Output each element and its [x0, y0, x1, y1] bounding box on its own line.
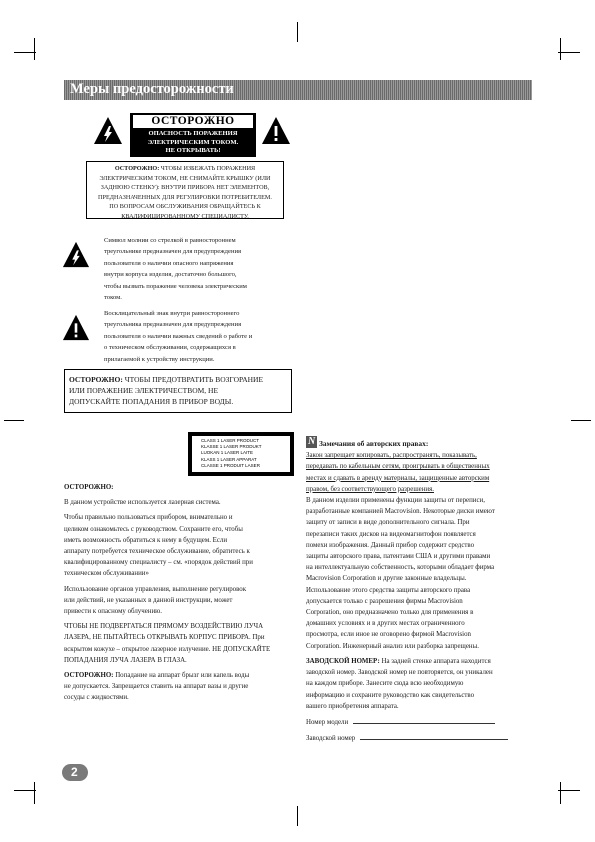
copyright-body-line: перезаписи таких дисков на видеомагнитофон появляется [306, 530, 476, 538]
description-line: Символ молнии со стрелкой в равностороннем [104, 237, 236, 244]
paragraph-line: техническом обслуживании» [64, 570, 149, 578]
laser-class-label [188, 432, 294, 476]
laser-caution-heading: ОСТОРОЖНО: [64, 484, 114, 491]
copyright-body-line: Macrovision Corporation и другие законные владельцы. [306, 575, 467, 583]
paragraph-line: Чтобы правильно пользоваться прибором, внимательно и [64, 514, 233, 522]
paragraph-line: сосуды с жидкостями. [64, 694, 129, 702]
crop-mark [4, 420, 24, 421]
description-line: о техническом обслуживании, содержащихся в [104, 344, 236, 352]
crop-mark [14, 52, 36, 53]
description-line: треугольнике предназначен для предупреждения [104, 248, 242, 256]
description-line: прилагаемой к устройству инструкции. [104, 355, 215, 363]
copyright-notice-line: местах и сдавать в аренду материалы, защищенные авторским [306, 474, 490, 482]
model-number-label: Номер модели [306, 719, 349, 727]
laser-caution-paragraph [64, 621, 296, 666]
paragraph-line: ЛАЗЕРА, НЕ ПЫТАЙТЕСЬ ОТКРЫВАТЬ КОРПУС ПРИБОРА. При [64, 634, 265, 642]
crop-mark [14, 790, 36, 791]
copyright-section [306, 438, 536, 652]
laser-label-line: KLASS 1 LASER APPARAT [201, 456, 257, 462]
laser-caution-paragraph [64, 584, 296, 618]
fire-warning-text: ЧТОБЫ ПРЕДОТВРАТИТЬ ВОЗГОРАНИЕ [122, 375, 264, 384]
copyright-body-line: допускается только с разрешения фирмы Macrovision [306, 597, 463, 605]
serial-number-field[interactable] [360, 732, 508, 740]
service-warning-line: ПРЕДНАЗНАЧЕННЫХ ДЛЯ РЕГУЛИРОВКИ ПОТРЕБИТЕЛЕМ. [98, 193, 272, 201]
page-title: Меры предосторожности [70, 81, 234, 97]
fire-warning-line: ИЛИ ПОРАЖЕНИЕ ЭЛЕКТРИЧЕСТВОМ, НЕ [69, 386, 219, 395]
paragraph-line: аппарату потребуется техническое обслуживание, обратитесь к [64, 548, 250, 556]
model-number-row [306, 716, 538, 728]
serial-line: заводской номер. Заводской номер не повторяется, он уникален [306, 669, 493, 677]
copyright-body-line: Corporation, оно предназначено только для применения в [306, 609, 474, 617]
paragraph-line: привести к опасному облучению. [64, 608, 163, 616]
description-line: треугольника предназначен для предупреждения [104, 321, 242, 329]
page-title-bar [64, 80, 532, 100]
laser-caution-paragraph [64, 512, 296, 579]
laser-label-line: LUOKAN 1 LASER LAITE [201, 450, 254, 456]
crop-mark [297, 806, 298, 826]
laser-caution-paragraph: В данном устройстве используется лазерная система. [64, 499, 221, 507]
crop-mark [571, 420, 591, 421]
caution-banner [130, 113, 256, 157]
laser-label-line: KLASSE 1 LASER PRODUKT [201, 444, 262, 450]
serial-number-section [306, 656, 538, 744]
service-warning-line: КВАЛИФИЦИРОВАННОМУ СПЕЦИАЛИСТУ. [121, 212, 249, 220]
paragraph-line: не допускается. Запрещается ставить на аппарат вазы и другие [64, 683, 249, 691]
serial-line [306, 656, 538, 667]
model-number-field[interactable] [353, 716, 495, 724]
paragraph-line: вскрытом кожухе – открытое лазерное излучение. НЕ ДОПУСКАЙТЕ [64, 645, 271, 653]
copyright-body-line: разработанные компанией Macrovision. Некоторые диски имеют [306, 508, 495, 516]
service-warning-line: ЗАДНЮЮ СТЕНКУ): ВНУТРИ ПРИБОРА НЕТ ЭЛЕМЕНТОВ, [100, 184, 270, 192]
fire-warning-box [64, 369, 292, 413]
serial-text: На задней стенке аппарата находится [379, 658, 491, 665]
copyright-body-line: домашних условиях и в других местах ограниченного [306, 620, 465, 628]
laser-class-label-text [192, 436, 290, 472]
serial-number-label: Заводской номер [306, 735, 356, 743]
crop-mark [34, 782, 35, 804]
description-line: Восклицательный знак внутри равностороннего [104, 310, 240, 317]
serial-label: ЗАВОДСКОЙ НОМЕР: [306, 658, 380, 665]
laser-label-line: CLASSE 1 PRODUIT LASER [201, 462, 260, 468]
service-warning-line: ПО ВОПРОСАМ ОБСЛУЖИВАНИЯ ОБРАЩАЙТЕСЬ К [109, 203, 261, 211]
exclamation-warning-icon [261, 116, 291, 146]
serial-number-row [306, 732, 538, 744]
water-caution-text: Попадание на аппарат брызг или капель воды [113, 672, 250, 680]
paragraph-line: целиком ознакомьтесь с руководством. Сохраните его, чтобы [64, 525, 243, 533]
copyright-body-line: помехи изображения. Данный прибор содержит средство [306, 541, 475, 549]
description-line: током. [104, 294, 122, 302]
page-number-badge [62, 764, 88, 781]
serial-line: вашего приобретения аппарата. [306, 702, 399, 710]
copyright-body-line: Использование этого средства защиты авторского права [306, 586, 471, 594]
copyright-body-line: на интеллектуальную собственность, которыми обладает фирма [306, 564, 495, 572]
paragraph-line: иметь возможность обратиться к нему в будущем. Если [64, 536, 228, 544]
copyright-body-line: защиту от записи в виде дополнительного сигнала. При [306, 519, 470, 527]
water-caution-label: ОСТОРОЖНО: [64, 672, 114, 680]
crop-mark [558, 52, 580, 53]
paragraph-line [64, 670, 296, 681]
copyright-icon-letter: N [308, 436, 316, 447]
copyright-heading: Замечания об авторских правах: [319, 439, 429, 448]
laser-caution-section [64, 482, 296, 704]
caution-subline: ЭЛЕКТРИЧЕСКИМ ТОКОМ. [147, 138, 239, 146]
page-number: 2 [71, 765, 78, 779]
caution-subline: ОПАСНОСТЬ ПОРАЖЕНИЯ [148, 130, 238, 137]
paragraph-line: ЧТОБЫ НЕ ПОДВЕРГАТЬСЯ ПРЯМОМУ ВОЗДЕЙСТВИЮ ЛУЧА [64, 623, 264, 631]
description-line: внутри корпуса изделия, достаточно большого, [104, 271, 237, 279]
crop-mark [560, 38, 561, 60]
copyright-body-line: защиты авторского права, патентами США и другими правами [306, 553, 491, 561]
laser-label-line: CLASS 1 LASER PRODUCT [201, 438, 260, 443]
crop-mark [558, 790, 580, 791]
caution-subline: НЕ ОТКРЫВАТЬ! [165, 147, 221, 155]
laser-caution-paragraph [64, 670, 296, 704]
lightning-symbol-description [104, 235, 294, 303]
paragraph-line: ПОПАДАНИЯ ЛУЧА ЛАЗЕРА В ГЛАЗА. [64, 656, 187, 664]
copyright-notice-line: Закон запрещает копировать, распространять, показывать, [306, 452, 477, 460]
service-warning-text: ЧТОБЫ ИЗБЕЖАТЬ ПОРАЖЕНИЯ [159, 165, 256, 172]
serial-line: информацию и сохраните руководство как свидетельство [306, 691, 475, 699]
service-warning-box [86, 161, 284, 219]
service-warning-line [87, 164, 283, 174]
exclamation-symbol-description [104, 308, 296, 365]
fire-warning-line: ДОПУСКАЙТЕ ПОПАДАНИЯ В ПРИБОР ВОДЫ. [69, 397, 234, 406]
copyright-notice-line: передавать по кабельным сетям, проигрывать в общественных [306, 463, 490, 471]
copyright-body-line: В данном изделии применены функции защиты от переписи, [306, 497, 485, 505]
service-warning-line: ЭЛЕКТРИЧЕСКИМ ТОКОМ, НЕ СНИМАЙТЕ КРЫШКУ (ИЛИ [99, 174, 271, 182]
fire-warning-line [69, 374, 287, 385]
crop-mark [297, 22, 298, 42]
lightning-warning-icon [62, 241, 90, 269]
service-warning-label: ОСТОРОЖНО: [114, 165, 160, 172]
description-line: пользователя о наличии опасного напряжения [104, 259, 234, 267]
paragraph-line: квалифицированному специалисту – см. «порядок действий при [64, 559, 253, 567]
paragraph-line: или действий, не указанных в данной инструкции, может [64, 596, 233, 604]
paragraph-line: Использование органов управления, выполнение регулировок [64, 585, 247, 593]
copyright-body-line: Corporation. Инженерный анализ или разборка запрещены. [306, 642, 479, 650]
fire-warning-label: ОСТОРОЖНО: [69, 375, 123, 384]
crop-mark [34, 38, 35, 60]
description-line: пользователя о наличии важных сведений о работе и [104, 332, 253, 340]
crop-mark [560, 782, 561, 804]
description-line: чтобы вызвать поражение человека электрическим [104, 282, 247, 290]
exclamation-warning-icon [62, 314, 90, 342]
serial-line: на каждом приборе. Занесите сюда всю необходимую [306, 680, 464, 688]
lightning-warning-icon [93, 116, 123, 146]
copyright-body-line: просмотра, если иное не оговорено фирмой Macrovision [306, 631, 471, 639]
caution-heading: ОСТОРОЖНО [133, 115, 253, 128]
copyright-notice-line: правом, без соответствующего разрешения. [306, 485, 434, 493]
